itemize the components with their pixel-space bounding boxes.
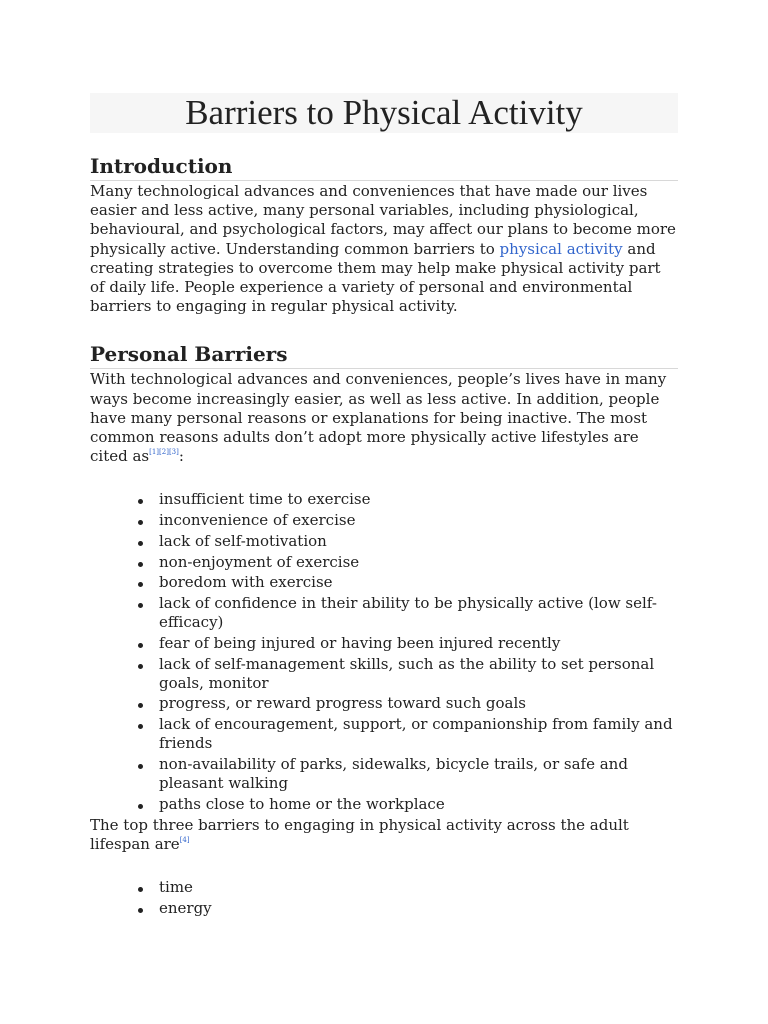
section-heading-introduction: Introduction: [90, 152, 678, 181]
list-item: non-enjoyment of exercise: [159, 553, 678, 572]
intro-paragraph: [90, 182, 678, 316]
top-barriers-text: The top three barriers to engaging in physical activity across the adult lifespan are: [90, 815, 629, 853]
list-item: energy: [159, 899, 678, 918]
list-item: lack of encouragement, support, or companionship from family and friends: [159, 715, 678, 753]
top-barriers-list: [90, 878, 678, 918]
intro-text-start: Many technological advances and conveniences that have made our lives easier and less active, many personal variables, including physiological, behavioural, and psychological factors, may affect our plans to become more physically active. Understanding common barriers to: [90, 182, 676, 258]
list-item: lack of self-management skills, such as the ability to set personal goals, monitor: [159, 655, 678, 693]
article-content: [90, 93, 678, 920]
personal-barriers-list: [90, 490, 678, 814]
list-item: time: [159, 878, 678, 897]
personal-text-end: :: [178, 447, 184, 466]
intro-text-end: and creating strategies to overcome them may help make physical activity part of daily life. People experience a variety of personal and environmental barriers to engaging in regular physical activity.: [90, 239, 661, 316]
list-item: inconvenience of exercise: [159, 511, 678, 530]
title-bar: [90, 93, 678, 133]
physical-activity-link[interactable]: physical activity: [499, 239, 623, 258]
top-barriers-paragraph: [90, 816, 678, 854]
list-item: boredom with exercise: [159, 573, 678, 592]
list-item: progress, or reward progress toward such goals: [159, 694, 678, 713]
citation-link[interactable]: [4]: [179, 835, 190, 844]
list-item: paths close to home or the workplace: [159, 795, 678, 814]
list-item: fear of being injured or having been injured recently: [159, 634, 678, 653]
list-item: non-availability of parks, sidewalks, bicycle trails, or safe and pleasant walking: [159, 755, 678, 793]
page-title: Barriers to Physical Activity: [185, 93, 583, 132]
personal-paragraph: [90, 370, 678, 466]
section-heading-personal-barriers: Personal Barriers: [90, 340, 678, 369]
list-item: lack of self-motivation: [159, 532, 678, 551]
citation-link[interactable]: [1][2][3]: [149, 448, 179, 457]
list-item: lack of confidence in their ability to be physically active (low self-efficacy): [159, 594, 678, 632]
personal-text: With technological advances and conveniences, people’s lives have in many ways become increasingly easier, as well as less active. In addition, people have many personal reasons or explanations for being inactive. The most common reasons adults don’t adopt more physically active lifestyles are cited as: [90, 370, 667, 466]
list-item: insufficient time to exercise: [159, 490, 678, 509]
